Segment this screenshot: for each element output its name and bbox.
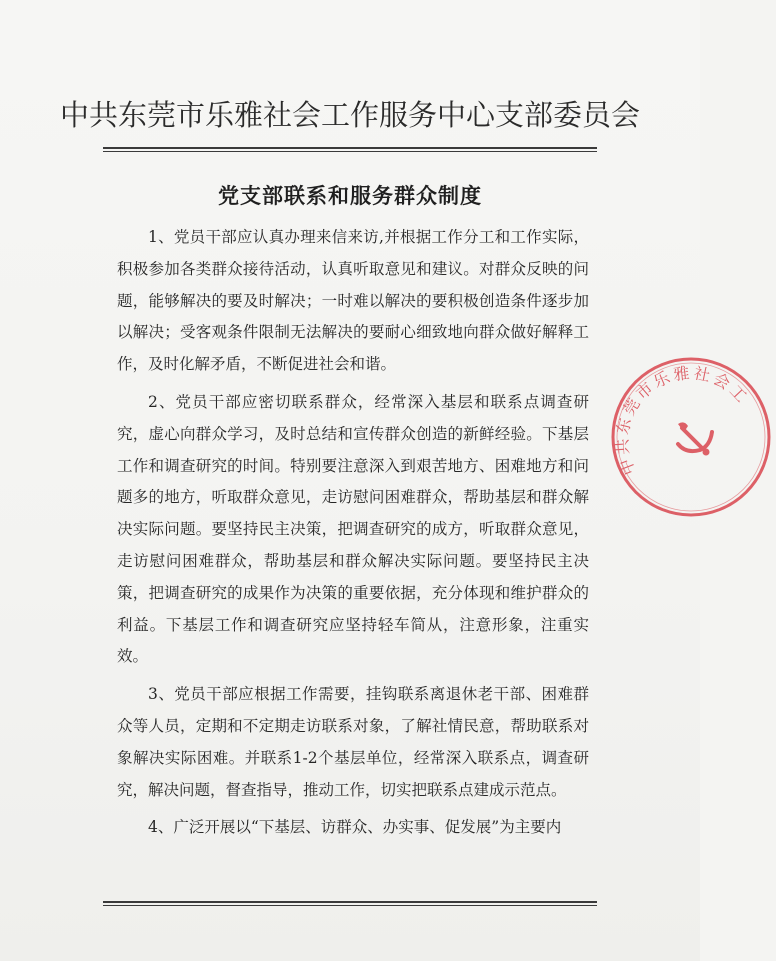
paragraph-1: 1、党员干部应认真办理来信来访,并根据工作分工和工作实际，积极参加各类群众接待活动，认真听取意见和建议。对群众反映的问题，能够解决的要及时解决；一时难以解决的要积极创造条件逐步加以解决；受客观条件限制无法解决的要耐心细致地向群众做好解释工作，及时化解矛盾，不断促进社会和谐。	[117, 228, 589, 374]
paragraph-2: 2、党员干部应密切联系群众，经常深入基层和联系点调查研究，虚心向群众学习，及时总结和宣传群众创造的新鲜经验。下基层工作和调查研究的时间。特别要注意深入到艰苦地方、困难地方和问题多的地方，听取群众意见，走访慰问困难群众，帮助基层和群众解决实际问题。要坚持民主决策，把调查研究的成方，听取群众意见，走访慰问困难群众，帮助基层和群众解决实际问题。要坚持民主决策，把调查研究的成果作为决策的重要依据，充分体现和维护群众的利益。下基层工作和调查研究应坚持轻车简从，注意形象，注重实效。	[117, 392, 589, 666]
party-emblem-icon	[678, 422, 712, 455]
letterhead-rule-thick	[103, 147, 597, 149]
document-body	[117, 222, 589, 850]
paragraph-4: 4、广泛开展以“下基层、访群众、办实事、促发展”为主要内	[148, 818, 562, 837]
document-title: 党支部联系和服务群众制度	[218, 183, 482, 208]
letterhead-org-name: 中共东莞市乐雅社会工作服务中心支部委员会	[59, 98, 640, 132]
official-seal	[606, 352, 776, 522]
footer-rule-thick	[103, 901, 597, 903]
paragraph-3: 3、党员干部应根据工作需要，挂钩联系离退休老干部、困难群众等人员，定期和不定期走访联系对象，了解社情民意，帮助联系对象解决实际困难。并联系1-2个基层单位，经常深入联系点，调查研究，解决问题，督查指导，推动工作，切实把联系点建成示范点。	[117, 685, 589, 799]
footer-rule-thin	[103, 905, 597, 906]
letterhead-rule-thin	[103, 151, 597, 152]
seal-text: 中共东莞市乐雅社会工	[612, 363, 753, 478]
